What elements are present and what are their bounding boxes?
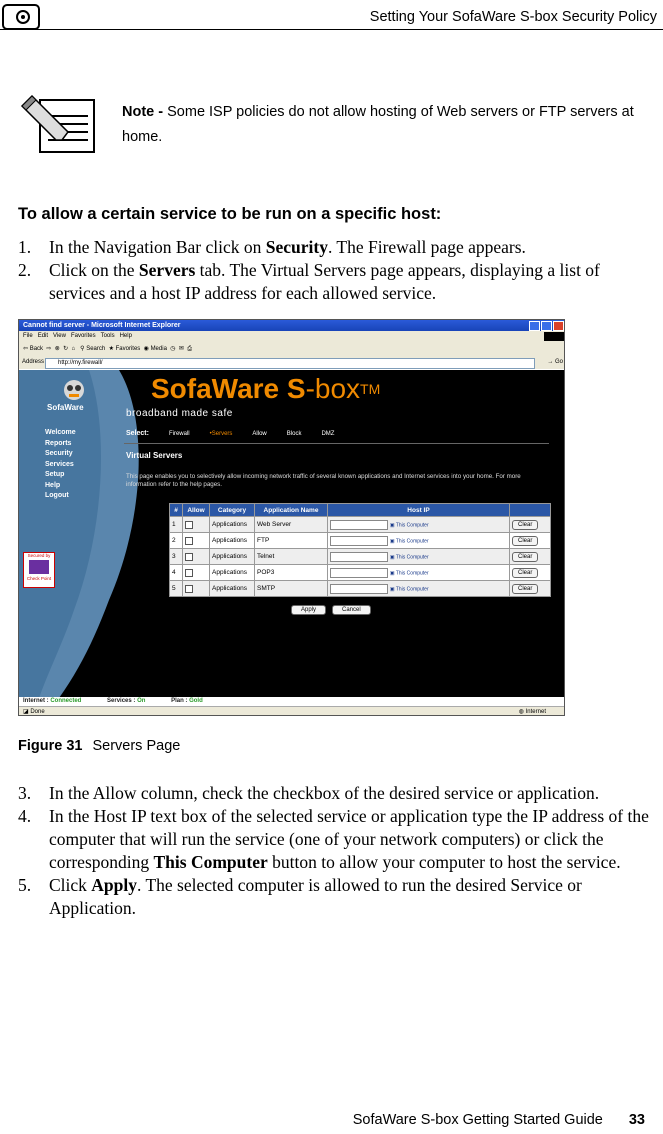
forward-icon[interactable]: ⇨ [46,346,52,352]
host-ip-input[interactable] [330,552,388,562]
secured-by-badge: Secured by Check Point [23,552,55,588]
back-button[interactable]: ⇦ Back [23,346,44,352]
application-name-cell: FTP [255,533,328,549]
host-ip-input[interactable] [330,520,388,530]
column-header: Host IP [328,504,510,517]
page-content [19,370,565,698]
form-buttons [291,605,371,615]
nav-item-reports[interactable]: Reports [45,439,72,447]
window-titlebar [19,320,565,331]
allow-checkbox[interactable] [185,553,193,561]
step-number: 1. [18,237,32,257]
row-number: 2 [170,533,183,549]
figure-caption [18,738,180,754]
this-computer-button[interactable]: ▣ This Computer [389,522,429,529]
tab-block[interactable]: Block [286,430,302,437]
nav-item-security[interactable]: Security [45,450,73,457]
application-name-cell: SMTP [255,581,328,597]
allow-checkbox[interactable] [185,537,193,545]
host-ip-cell [328,565,510,581]
allow-checkbox[interactable] [185,521,193,529]
note [122,100,642,150]
status-done: ◪ Done [23,709,45,715]
minimize-icon[interactable] [529,321,540,331]
table-row [170,517,551,533]
application-name-cell: POP3 [255,565,328,581]
column-header: Category [210,504,255,517]
logo-icon [4,6,38,28]
search-button[interactable]: ⚲ Search [80,346,106,352]
allow-cell [183,581,210,597]
close-icon[interactable] [553,321,564,331]
host-ip-cell [328,581,510,597]
row-number: 1 [170,517,183,533]
page-description: This page enables you to selectively allow incoming network traffic of several known applications and Internet services into your home. For more information refer to the help pages. [126,473,521,488]
clear-cell [510,581,551,597]
step-text: Click on the Servers tab. The Virtual Servers page appears, displaying a list of services and a host IP address for each allowed service. [49,260,600,303]
step-number: 5. [18,875,32,895]
figure-title: Servers Page [92,738,181,754]
column-header-empty [510,504,551,517]
apply-button[interactable]: Apply [291,605,326,615]
nav-item-help[interactable]: Help [45,481,61,489]
home-icon[interactable]: ⌂ [71,346,76,352]
category-cell: Applications [210,565,255,581]
clear-cell [510,533,551,549]
menu-bar [19,331,565,342]
address-input[interactable]: http://my.firewall/ [45,358,535,369]
step-text: In the Host IP text box of the selected service or application type the IP address of the computer that will run the service (one of your network computers) or click the corresponding This Computer button to allow your computer to host the service. [49,806,649,872]
tab-allow[interactable]: Allow [252,430,267,437]
print-icon[interactable]: ⎙ [187,346,193,352]
browser-statusbar [19,706,565,716]
steps-list-a [18,236,658,305]
tab-servers[interactable]: •Servers [209,430,233,437]
note-label: Note - [122,104,164,120]
allow-checkbox[interactable] [185,569,193,577]
menu-edit[interactable]: Edit [37,333,49,339]
stop-icon[interactable]: ⊗ [54,346,60,352]
this-computer-button[interactable]: ▣ This Computer [389,570,429,577]
allow-checkbox[interactable] [185,585,193,593]
category-cell: Applications [210,581,255,597]
allow-cell [183,517,210,533]
row-number: 5 [170,581,183,597]
page-title: Virtual Servers [126,451,183,460]
steps-list-b [18,782,658,920]
brand-title: SofaWare S-box™ [151,373,381,404]
clear-button[interactable]: Clear [512,536,538,546]
row-number: 3 [170,549,183,565]
host-ip-cell [328,517,510,533]
history-icon[interactable]: ◷ [170,346,176,352]
step-text: In the Allow column, check the checkbox of the desired service or application. [49,783,600,803]
page-number: 33 [628,1112,645,1128]
sidebar-logo: SofaWare [47,403,84,412]
menu-help[interactable]: Help [119,333,132,339]
document-logo [2,4,40,30]
step-number: 3. [18,783,32,803]
footer-guide-title: SofaWare S-box Getting Started Guide [352,1112,603,1128]
list-item [18,782,658,805]
column-header: # [170,504,183,517]
mail-icon[interactable]: ✉ [178,346,184,352]
header-title: Setting Your SofaWare S-box Security Policy [369,9,657,25]
select-label: Select: [126,430,149,437]
table-row [170,549,551,565]
clear-button[interactable]: Clear [512,552,538,562]
sidebar-nav [45,428,76,502]
application-name-cell: Telnet [255,549,328,565]
row-number: 4 [170,565,183,581]
table-row [170,581,551,597]
list-item [18,874,658,920]
table-row [170,533,551,549]
header-rule [0,29,663,30]
refresh-icon[interactable]: ↻ [63,346,69,352]
servers-page-screenshot [18,319,565,716]
favorites-button[interactable]: ★ Favorites [108,346,141,352]
nav-item-welcome[interactable]: Welcome [45,429,76,436]
clear-cell [510,549,551,565]
connection-status: Internet : Connected Services : On Plan : Gold [19,697,565,705]
clear-button[interactable]: Clear [512,584,538,594]
clear-cell [510,565,551,581]
clear-cell [510,517,551,533]
tab-firewall[interactable]: Firewall [168,430,190,437]
step-number: 4. [18,806,32,826]
browser-toolbar [19,342,565,357]
section-heading [18,205,441,224]
tab-dmz[interactable]: DMZ [321,430,335,437]
services-status-value: On [137,698,146,704]
nav-item-logout[interactable]: Logout [45,492,69,499]
menu-file[interactable]: File [23,333,33,339]
host-ip-cell [328,533,510,549]
maximize-icon[interactable] [541,321,552,331]
list-item [18,259,658,305]
menu-view[interactable]: View [53,333,66,339]
step-text: Click Apply. The selected computer is allowed to run the desired Service or Application. [49,875,582,918]
address-label: Address [22,359,45,365]
step-text: In the Navigation Bar click on Security. The Firewall page appears. [49,237,526,257]
virtual-servers-table [169,503,551,597]
tagline: broadband made safe [126,408,233,419]
plan-status-value: Gold [189,698,203,704]
application-name-cell: Web Server [255,517,328,533]
page-footer [353,1112,645,1128]
sidebar-graphic [19,370,159,698]
go-button[interactable]: → Go [547,359,563,365]
internet-status-value: Connected [50,698,82,704]
list-item [18,236,658,259]
step-number: 2. [18,260,32,280]
tab-bar [126,430,334,437]
tab-divider [124,443,549,444]
media-button[interactable]: ◉ Media [143,346,167,352]
allow-cell [183,533,210,549]
menu-tools[interactable]: Tools [100,333,115,339]
allow-cell [183,565,210,581]
section-heading-text: To allow a certain service to be run on a specific host: [18,205,442,223]
clear-button[interactable]: Clear [512,568,538,578]
table-header-row [170,504,551,517]
this-computer-button[interactable]: ▣ This Computer [389,586,429,593]
host-ip-input[interactable] [330,584,388,594]
note-icon [18,92,98,154]
column-header: Application Name [255,504,328,517]
allow-cell [183,549,210,565]
host-ip-input[interactable] [330,536,388,546]
category-cell: Applications [210,533,255,549]
status-zone: ◍ Internet [518,709,546,715]
cancel-button[interactable]: Cancel [332,605,371,615]
nav-item-services[interactable]: Services [45,460,74,468]
host-ip-cell [328,549,510,565]
this-computer-button[interactable]: ▣ This Computer [389,538,429,545]
nav-item-setup[interactable]: Setup [45,471,65,478]
mascot-icon [61,376,87,402]
note-text: Some ISP policies do not allow hosting of Web servers or FTP servers at home. [122,104,634,145]
list-item [18,805,658,874]
host-ip-input[interactable] [330,568,388,578]
table-row [170,565,551,581]
figure-label: Figure 31 [18,738,83,754]
this-computer-button[interactable]: ▣ This Computer [389,554,429,561]
column-header: Allow [183,504,210,517]
clear-button[interactable]: Clear [512,520,538,530]
category-cell: Applications [210,549,255,565]
windows-logo-icon [544,332,564,341]
window-title: Cannot find server - Microsoft Internet Explorer [23,322,181,329]
category-cell: Applications [210,517,255,533]
menu-favorites[interactable]: Favorites [70,333,96,339]
